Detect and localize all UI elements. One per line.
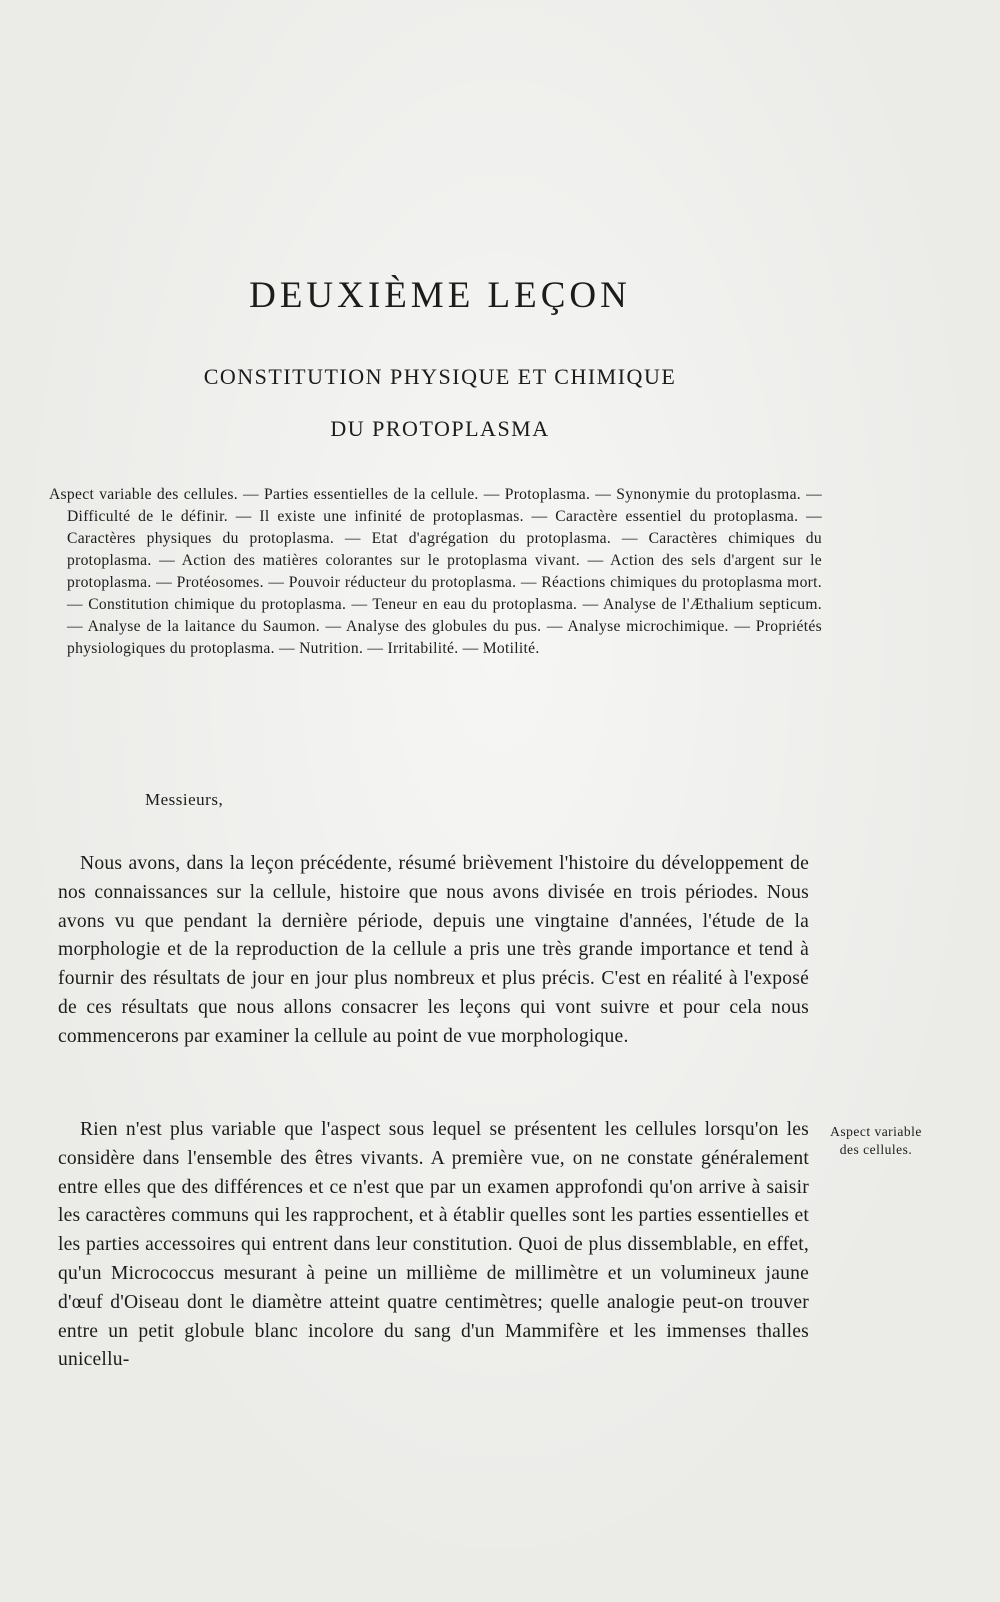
margin-note: Aspect variable des cellules.	[830, 1124, 922, 1157]
lecture-subtitle-line-2: DU PROTOPLASMA	[330, 416, 550, 441]
lecture-subtitle-line-1: CONSTITUTION PHYSIQUE ET CHIMIQUE	[203, 364, 677, 389]
paragraph-2: Rien n'est plus variable que l'aspect sous lequel se présentent les cellules lorsqu'on les considère dans l'ensemble des êtres vivants. A première vue, on ne constate généralement entre elles que des différences et ce n'est que par un examen approfondi qu'on arrive à saisir les caractères communs qui les rapprochent, et à établir quelles sont les parties essentielles et les parties accessoires qui entrent dans leur constitution. Quoi de plus dissemblable, en effet, qu'un Micrococcus mesurant à peine un millième de millimètre et un volumineux jaune d'œuf d'Oiseau dont le diamètre atteint quatre centimètres; quelle analogie peut-on trouver entre un petit globule blanc incolore du sang d'un Mammifère et les immenses thalles unicellu-	[58, 1119, 809, 1371]
paragraph-1: Nous avons, dans la leçon précédente, résumé brièvement l'histoire du développement de nos connaissances sur la cellule, histoire que nous avons divisée en trois périodes. Nous avons vu que pendant la dernière période, depuis une vingtaine d'années, l'étude de la morphologie et de la reproduction de la cellule a pris une très grande importance et tend à fournir des résultats de jour en jour plus nombreux et plus précis. C'est en réalité à l'exposé de ces résultats que nous allons consacrer les leçons qui vont suivre et pour cela nous commencerons par examiner la cellule au point de vue morphologique.	[58, 853, 809, 1047]
lecture-summary: Aspect variable des cellules. — Parties essentielles de la cellule. — Protoplasma. — Synonymie du protoplasma. — Difficulté de le définir. — Il existe une infinité de protoplasmas. — Caractère essentiel du protoplasma. — Caractères physiques du protoplasma. — Etat d'agrégation du protoplasma. — Caractères chimiques du protoplasma. — Action des matières colorantes sur le protoplasma vivant. — Action des sels d'argent sur le protoplasma. — Protéosomes. — Pouvoir réducteur du protoplasma. — Réactions chimiques du protoplasma mort. — Constitution chimique du protoplasma. — Teneur en eau du protoplasma. — Analyse de l'Æthalium septicum. — Analyse de la laitance du Saumon. — Analyse des globules du pus. — Analyse microchimique. — Propriétés physiologiques du protoplasma. — Nutrition. — Irritabilité. — Motilité.	[49, 486, 822, 657]
lecture-title: DEUXIÈME LEÇON	[249, 275, 631, 316]
salutation: Messieurs,	[145, 790, 224, 809]
